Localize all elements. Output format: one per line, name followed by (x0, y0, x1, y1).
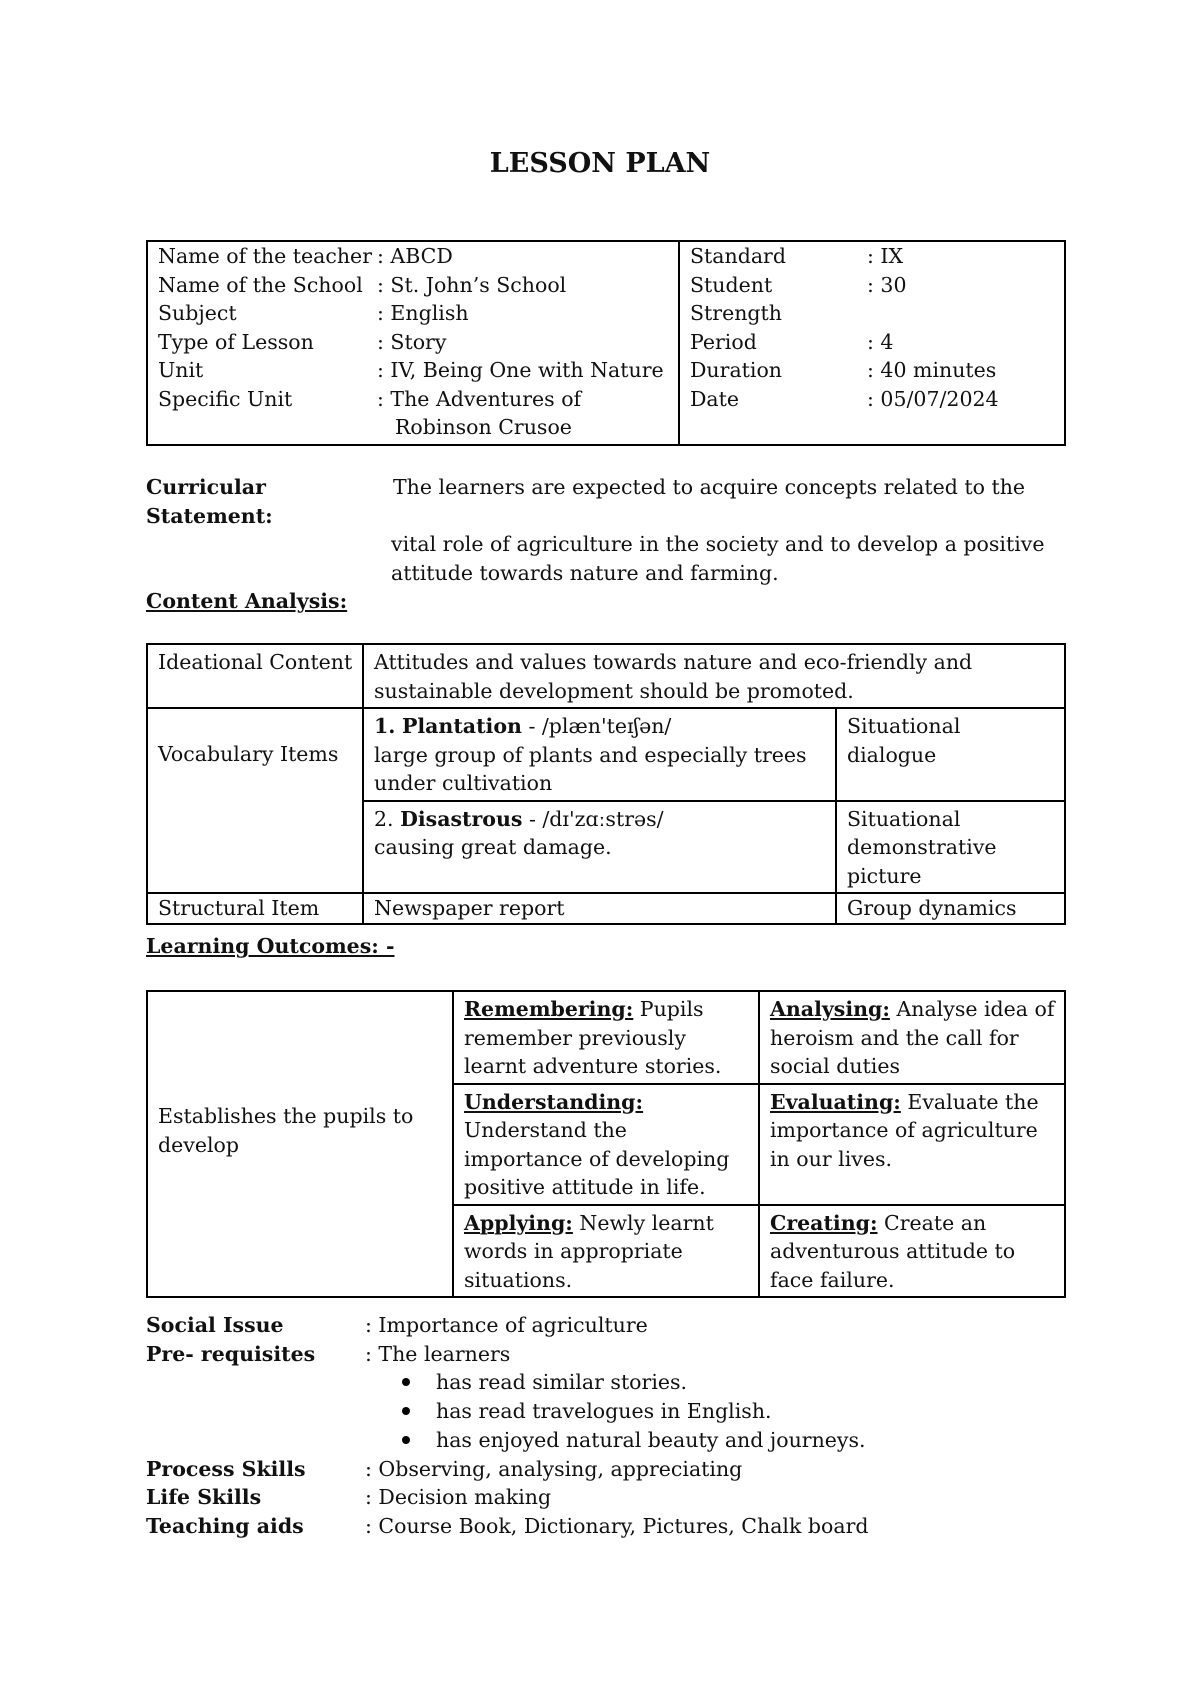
outcome-evaluating (759, 1084, 1065, 1205)
prerequisite-bullet-3 (146, 1426, 1126, 1455)
period-value: : 4 (867, 329, 894, 354)
details-section (146, 1311, 1126, 1541)
process-skills-value: : Observing, analysing, appreciating (365, 1456, 743, 1481)
prerequisite-text-1: has read similar stories. (436, 1370, 688, 1395)
prerequisites-value: : The learners (365, 1341, 511, 1366)
vocab-2-technique: Situational demonstrative picture (836, 801, 1065, 894)
outcome-analysing-term: Analysing: (770, 997, 890, 1021)
content-analysis-table (146, 643, 1066, 925)
outcome-analysing-text: Analyse idea of heroism and the call for social duties (770, 997, 1055, 1078)
vocab-1-pron: - /plæn'teɪʃən/ (521, 714, 672, 738)
school-value: : St. John’s School (377, 272, 567, 297)
outcome-understanding-text: Understand the importance of developing positive attitude in life. (464, 1118, 730, 1199)
curricular-line-1: The learners are expected to acquire concepts related to the (393, 475, 1026, 499)
vocab-2-pron: - /dɪ'zɑːstrəs/ (522, 806, 664, 831)
outcome-remembering-text: Pupils remember previously learnt adventure stories. (464, 997, 722, 1078)
social-issue-value: : Importance of agriculture (365, 1313, 648, 1337)
curricular-line-2: vital role of agriculture in the society and to develop a positive (391, 532, 1045, 556)
teaching-aids-value: : Course Book, Dictionary, Pictures, Chalk board (365, 1513, 869, 1538)
bullet-icon (402, 1407, 410, 1415)
structural-technique: Group dynamics (836, 893, 1065, 924)
duration-value: : 40 minutes (867, 358, 997, 382)
outcome-creating (759, 1205, 1065, 1298)
structural-label: Structural Item (147, 893, 363, 924)
specific-unit-value-cont: Robinson Crusoe (395, 415, 572, 439)
outcome-understanding-term: Understanding: (464, 1089, 644, 1114)
school-label: Name of the School (158, 272, 363, 297)
vocab-2-meaning: causing great damage. (374, 835, 612, 859)
teacher-label: Name of the teacher (158, 244, 372, 268)
outcome-applying-term: Applying: (464, 1210, 573, 1235)
header-left-cell (147, 241, 679, 445)
prerequisite-text-3: has enjoyed natural beauty and journeys. (436, 1427, 866, 1452)
bullet-icon (402, 1378, 410, 1386)
curricular-line-3: attitude towards nature and farming. (391, 560, 779, 585)
outcome-applying (453, 1205, 759, 1298)
curricular-statement (146, 473, 1106, 587)
date-label: Date (690, 386, 740, 411)
learning-outcomes-heading: Learning Outcomes: - (146, 934, 395, 958)
unit-value: : IV, Being One with Nature (377, 358, 664, 382)
outcome-creating-term: Creating: (770, 1210, 878, 1235)
specific-unit-label: Specific Unit (158, 386, 293, 411)
outcome-applying-text: Newly learnt words in appropriate situations. (464, 1210, 714, 1292)
outcome-remembering (453, 991, 759, 1084)
vocab-2-word: Disastrous (400, 806, 523, 831)
outcome-analysing (759, 991, 1065, 1084)
prerequisites-label: Pre- requisites (146, 1341, 316, 1366)
outcome-understanding (453, 1084, 759, 1205)
lesson-type-label: Type of Lesson (158, 329, 314, 354)
outcome-evaluating-text: Evaluate the importance of agriculture in our lives. (770, 1089, 1039, 1171)
social-issue-label: Social Issue (146, 1313, 284, 1337)
lesson-type-value: : Story (377, 329, 447, 354)
date-value: : 05/07/2024 (867, 386, 999, 411)
vocab-2-num: 2. (374, 806, 394, 831)
standard-value: : IX (867, 244, 904, 268)
process-skills-label: Process Skills (146, 1456, 306, 1481)
teaching-aids-label: Teaching aids (146, 1513, 304, 1538)
unit-label: Unit (158, 358, 204, 382)
prerequisite-text-2: has read travelogues in English. (436, 1399, 772, 1424)
teacher-value: : ABCD (377, 244, 453, 268)
content-analysis-heading: Content Analysis: (146, 589, 348, 613)
prerequisite-bullet-2 (146, 1397, 1126, 1426)
vocab-item-2 (363, 801, 836, 894)
outcome-remembering-term: Remembering: (464, 997, 634, 1021)
structural-item: Newspaper report (363, 893, 836, 924)
header-right-cell (679, 241, 1065, 445)
learning-outcomes-table (146, 990, 1066, 1298)
strength-value: : 30 (867, 272, 907, 297)
specific-unit-label-cont (158, 413, 395, 442)
header-table (146, 240, 1066, 446)
duration-label: Duration (690, 358, 782, 382)
outcome-evaluating-term: Evaluating: (770, 1089, 901, 1114)
vocab-1-num: 1. (374, 714, 396, 738)
ideational-label: Ideational Content (147, 644, 363, 708)
outcomes-lead: Establishes the pupils to develop (147, 991, 453, 1297)
bullet-icon (402, 1436, 410, 1444)
outcome-creating-text: Create an adventurous attitude to face failure. (770, 1210, 1016, 1292)
vocab-1-meaning: large group of plants and especially trees under cultivation (374, 742, 807, 795)
prerequisite-bullet-1 (146, 1368, 1126, 1397)
curricular-label: Curricular Statement: (146, 475, 273, 528)
vocab-1-technique: Situational dialogue (836, 708, 1065, 801)
strength-label: Student Strength (690, 272, 782, 325)
subject-value: : English (377, 301, 469, 325)
period-label: Period (690, 329, 757, 354)
life-skills-label: Life Skills (146, 1485, 262, 1510)
vocab-item-1 (363, 708, 836, 801)
vocab-1-word: Plantation (401, 714, 522, 738)
page-title: LESSON PLAN (489, 148, 711, 179)
vocab-label: Vocabulary Items (147, 708, 363, 893)
standard-label: Standard (690, 244, 786, 268)
life-skills-value: : Decision making (365, 1485, 552, 1510)
subject-label: Subject (158, 301, 237, 325)
ideational-text: Attitudes and values towards nature and eco-friendly and sustainable development should be promoted. (363, 644, 1065, 708)
specific-unit-value: : The Adventures of (377, 386, 582, 411)
